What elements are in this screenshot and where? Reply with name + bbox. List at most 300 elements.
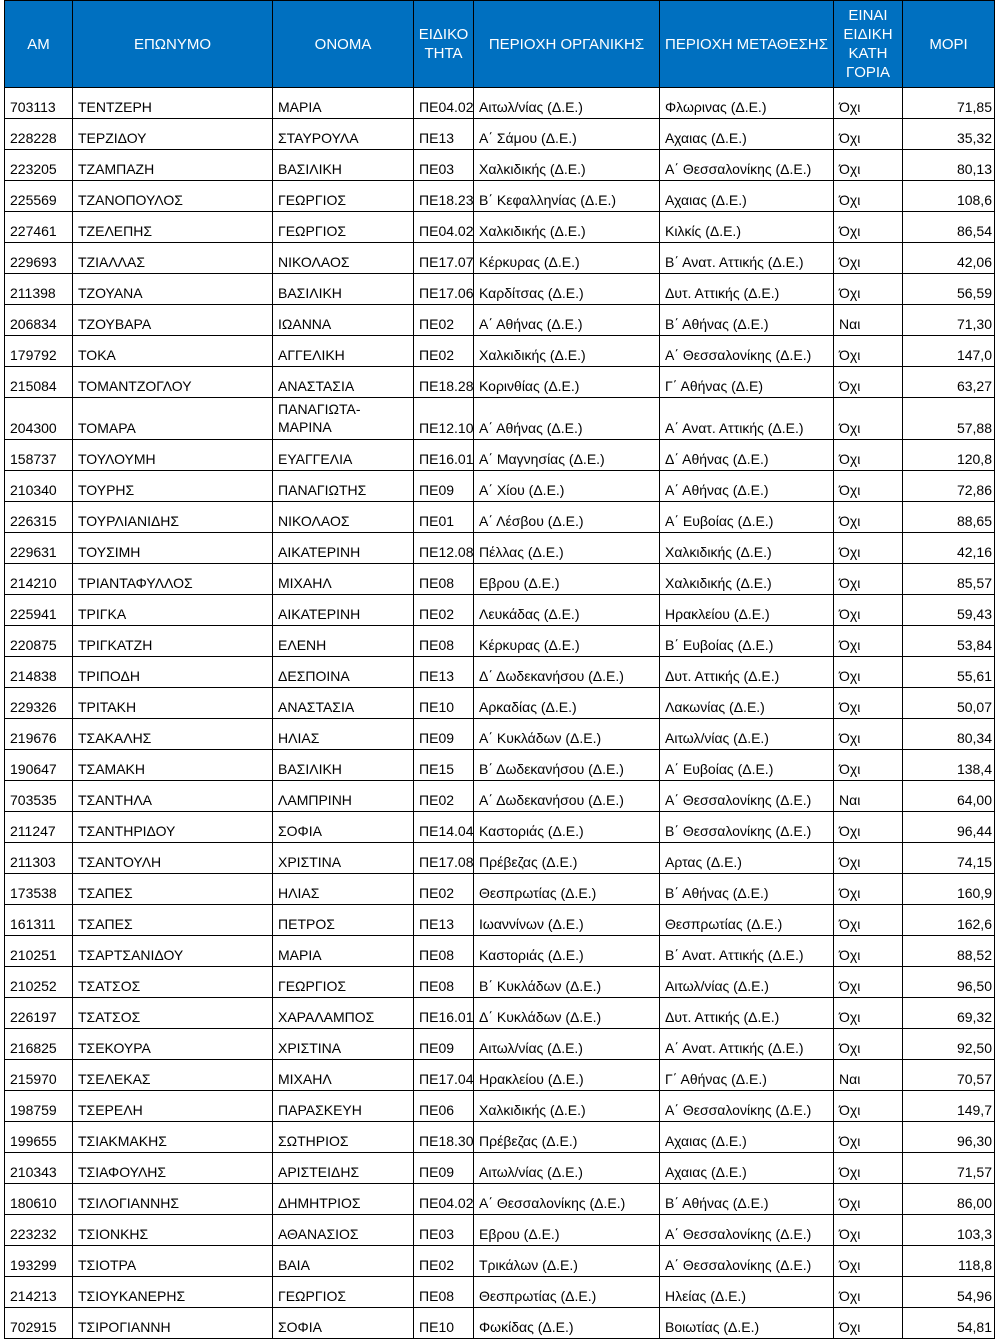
- cell-points: 56,59: [903, 274, 995, 305]
- cell-specialty: ΠΕ17.04: [414, 1060, 474, 1091]
- cell-surname: ΤΣΑΤΣΟΣ: [73, 998, 273, 1029]
- cell-special-category: Όχι: [834, 936, 903, 967]
- table-row: [5, 1246, 995, 1277]
- cell-transfer-region: Α΄ Ανατ. Αττικής (Δ.Ε.): [660, 1029, 834, 1060]
- table-row: [5, 274, 995, 305]
- cell-am: 229326: [5, 688, 73, 719]
- cell-special-category: Όχι: [834, 88, 903, 119]
- cell-surname: ΤΟΚΑ: [73, 336, 273, 367]
- table-row: [5, 843, 995, 874]
- cell-am: 214838: [5, 657, 73, 688]
- cell-points: 42,16: [903, 533, 995, 564]
- cell-specialty: ΠΕ04.02: [414, 1184, 474, 1215]
- cell-specialty: ΠΕ18.28: [414, 367, 474, 398]
- cell-am: 702915: [5, 1308, 73, 1339]
- table-wrapper: [4, 0, 992, 1339]
- cell-organic-region: Θεσπρωτίας (Δ.Ε.): [474, 1277, 660, 1308]
- cell-name: ΠΑΡΑΣΚΕΥΗ: [273, 1091, 414, 1122]
- cell-surname: ΤΖΟΥΒΑΡΑ: [73, 305, 273, 336]
- cell-organic-region: Πρέβεζας (Δ.Ε.): [474, 843, 660, 874]
- cell-organic-region: Αιτωλ/νίας (Δ.Ε.): [474, 1153, 660, 1184]
- cell-name: ΑΓΓΕΛΙΚΗ: [273, 336, 414, 367]
- cell-am: 211247: [5, 812, 73, 843]
- cell-special-category: Όχι: [834, 1215, 903, 1246]
- table-row: [5, 1277, 995, 1308]
- cell-surname: ΤΡΙΤΑΚΗ: [73, 688, 273, 719]
- cell-specialty: ΠΕ01: [414, 502, 474, 533]
- cell-surname: ΤΡΙΓΚΑΤΖΗ: [73, 626, 273, 657]
- cell-specialty: ΠΕ02: [414, 336, 474, 367]
- cell-specialty: ΠΕ09: [414, 1153, 474, 1184]
- cell-special-category: Όχι: [834, 1091, 903, 1122]
- cell-points: 118,8: [903, 1246, 995, 1277]
- cell-name: ΑΝΑΣΤΑΣΙΑ: [273, 688, 414, 719]
- cell-name: ΒΑΣΙΛΙΚΗ: [273, 274, 414, 305]
- cell-am: 223232: [5, 1215, 73, 1246]
- cell-organic-region: Κορινθίας (Δ.Ε.): [474, 367, 660, 398]
- cell-points: 86,54: [903, 212, 995, 243]
- table-row: [5, 657, 995, 688]
- cell-surname: ΤΖΟΥΑΝΑ: [73, 274, 273, 305]
- cell-transfer-region: Α΄ Θεσσαλονίκης (Δ.Ε.): [660, 1246, 834, 1277]
- cell-organic-region: Εβρου (Δ.Ε.): [474, 1215, 660, 1246]
- cell-specialty: ΠΕ16.01: [414, 440, 474, 471]
- cell-special-category: Όχι: [834, 688, 903, 719]
- cell-special-category: Όχι: [834, 626, 903, 657]
- cell-name: ΧΡΙΣΤΙΝΑ: [273, 843, 414, 874]
- cell-name: ΑΘΑΝΑΣΙΟΣ: [273, 1215, 414, 1246]
- cell-points: 71,57: [903, 1153, 995, 1184]
- cell-organic-region: Καρδίτσας (Δ.Ε.): [474, 274, 660, 305]
- cell-surname: ΤΖΕΛΕΠΗΣ: [73, 212, 273, 243]
- cell-specialty: ΠΕ06: [414, 1091, 474, 1122]
- cell-name: ΜΙΧΑΗΛ: [273, 1060, 414, 1091]
- cell-transfer-region: Α΄ Θεσσαλονίκης (Δ.Ε.): [660, 336, 834, 367]
- cell-transfer-region: Β΄ Αθήνας (Δ.Ε.): [660, 874, 834, 905]
- cell-specialty: ΠΕ17.08: [414, 843, 474, 874]
- cell-special-category: Όχι: [834, 905, 903, 936]
- cell-surname: ΤΟΜΑΡΑ: [73, 398, 273, 440]
- header-special-category: ΕΙΝΑΙ ΕΙΔΙΚΗ ΚΑΤΗ ΓΟΡΙΑ: [834, 1, 903, 88]
- header-transfer-region: ΠΕΡΙΟΧΗ ΜΕΤΑΘΕΣΗΣ: [660, 1, 834, 88]
- cell-points: 149,7: [903, 1091, 995, 1122]
- cell-transfer-region: Δ΄ Αθήνας (Δ.Ε.): [660, 440, 834, 471]
- cell-special-category: Όχι: [834, 1308, 903, 1339]
- cell-points: 85,57: [903, 564, 995, 595]
- table-row: [5, 440, 995, 471]
- cell-organic-region: Λευκάδας (Δ.Ε.): [474, 595, 660, 626]
- cell-organic-region: Χαλκιδικής (Δ.Ε.): [474, 150, 660, 181]
- cell-transfer-region: Θεσπρωτίας (Δ.Ε.): [660, 905, 834, 936]
- cell-surname: ΤΣΑΤΣΟΣ: [73, 967, 273, 998]
- cell-points: 54,96: [903, 1277, 995, 1308]
- cell-am: 204300: [5, 398, 73, 440]
- cell-name: ΔΗΜΗΤΡΙΟΣ: [273, 1184, 414, 1215]
- cell-organic-region: Κέρκυρας (Δ.Ε.): [474, 243, 660, 274]
- cell-special-category: Ναι: [834, 781, 903, 812]
- cell-am: 216825: [5, 1029, 73, 1060]
- cell-transfer-region: Α΄ Ευβοίας (Δ.Ε.): [660, 502, 834, 533]
- cell-am: 228228: [5, 119, 73, 150]
- table-row: [5, 398, 995, 440]
- table-row: [5, 750, 995, 781]
- cell-points: 54,81: [903, 1308, 995, 1339]
- transfers-table: [4, 0, 995, 1339]
- cell-points: 96,50: [903, 967, 995, 998]
- cell-surname: ΤΣΙΡΟΓΙΑΝΝΗ: [73, 1308, 273, 1339]
- cell-name: ΧΑΡΑΛΑΜΠΟΣ: [273, 998, 414, 1029]
- cell-specialty: ΠΕ13: [414, 657, 474, 688]
- cell-am: 193299: [5, 1246, 73, 1277]
- cell-organic-region: Καστοριάς (Δ.Ε.): [474, 936, 660, 967]
- cell-surname: ΤΣΑΚΑΛΗΣ: [73, 719, 273, 750]
- table-row: [5, 688, 995, 719]
- cell-organic-region: Ιωαννίνων (Δ.Ε.): [474, 905, 660, 936]
- cell-am: 226315: [5, 502, 73, 533]
- cell-special-category: Όχι: [834, 967, 903, 998]
- cell-transfer-region: Φλωρινας (Δ.Ε.): [660, 88, 834, 119]
- cell-special-category: Όχι: [834, 564, 903, 595]
- cell-special-category: Όχι: [834, 367, 903, 398]
- cell-organic-region: Αρκαδίας (Δ.Ε.): [474, 688, 660, 719]
- cell-surname: ΤΖΑΝΟΠΟΥΛΟΣ: [73, 181, 273, 212]
- header-row: [5, 1, 995, 88]
- cell-surname: ΤΣΑΠΕΣ: [73, 905, 273, 936]
- cell-am: 223205: [5, 150, 73, 181]
- cell-name: ΑΝΑΣΤΑΣΙΑ: [273, 367, 414, 398]
- cell-special-category: Όχι: [834, 1184, 903, 1215]
- cell-name: ΕΛΕΝΗ: [273, 626, 414, 657]
- cell-specialty: ΠΕ03: [414, 150, 474, 181]
- header-name: ΟΝΟΜΑ: [273, 1, 414, 88]
- cell-am: 220875: [5, 626, 73, 657]
- cell-transfer-region: Α΄ Θεσσαλονίκης (Δ.Ε.): [660, 1215, 834, 1246]
- cell-points: 53,84: [903, 626, 995, 657]
- cell-am: 227461: [5, 212, 73, 243]
- cell-surname: ΤΟΥΛΟΥΜΗ: [73, 440, 273, 471]
- cell-am: 214213: [5, 1277, 73, 1308]
- cell-special-category: Όχι: [834, 398, 903, 440]
- cell-transfer-region: Δυτ. Αττικής (Δ.Ε.): [660, 998, 834, 1029]
- cell-am: 179792: [5, 336, 73, 367]
- cell-surname: ΤΕΡΖΙΔΟΥ: [73, 119, 273, 150]
- cell-organic-region: Α΄ Θεσσαλονίκης (Δ.Ε.): [474, 1184, 660, 1215]
- cell-organic-region: Α΄ Χίου (Δ.Ε.): [474, 471, 660, 502]
- cell-transfer-region: Αιτωλ/νίας (Δ.Ε.): [660, 719, 834, 750]
- table-row: [5, 1091, 995, 1122]
- table-row: [5, 305, 995, 336]
- table-row: [5, 564, 995, 595]
- cell-organic-region: Α΄ Λέσβου (Δ.Ε.): [474, 502, 660, 533]
- cell-specialty: ΠΕ02: [414, 305, 474, 336]
- table-row: [5, 1122, 995, 1153]
- cell-transfer-region: Γ΄ Αθήνας (Δ.Ε): [660, 367, 834, 398]
- cell-special-category: Όχι: [834, 471, 903, 502]
- cell-am: 161311: [5, 905, 73, 936]
- cell-name: ΑΙΚΑΤΕΡΙΝΗ: [273, 595, 414, 626]
- cell-name: ΒΑΣΙΛΙΚΗ: [273, 150, 414, 181]
- table-row: [5, 212, 995, 243]
- cell-am: 215084: [5, 367, 73, 398]
- cell-am: 703113: [5, 88, 73, 119]
- table-row: [5, 1153, 995, 1184]
- cell-name: ΛΑΜΠΡΙΝΗ: [273, 781, 414, 812]
- cell-organic-region: Α΄ Δωδεκανήσου (Δ.Ε.): [474, 781, 660, 812]
- cell-special-category: Όχι: [834, 657, 903, 688]
- cell-special-category: Όχι: [834, 843, 903, 874]
- cell-special-category: Όχι: [834, 1277, 903, 1308]
- cell-name: ΒΑΣΙΛΙΚΗ: [273, 750, 414, 781]
- cell-specialty: ΠΕ12.10: [414, 398, 474, 440]
- cell-points: 108,6: [903, 181, 995, 212]
- table-row: [5, 967, 995, 998]
- cell-am: 215970: [5, 1060, 73, 1091]
- cell-surname: ΤΣΙΛΟΓΙΑΝΝΗΣ: [73, 1184, 273, 1215]
- cell-points: 160,9: [903, 874, 995, 905]
- cell-am: 225941: [5, 595, 73, 626]
- cell-specialty: ΠΕ14.04: [414, 812, 474, 843]
- cell-organic-region: Φωκίδας (Δ.Ε.): [474, 1308, 660, 1339]
- cell-surname: ΤΣΕΚΟΥΡΑ: [73, 1029, 273, 1060]
- cell-points: 80,34: [903, 719, 995, 750]
- cell-points: 92,50: [903, 1029, 995, 1060]
- cell-specialty: ΠΕ18.30: [414, 1122, 474, 1153]
- cell-transfer-region: Β΄ Αθήνας (Δ.Ε.): [660, 305, 834, 336]
- table-row: [5, 181, 995, 212]
- cell-points: 69,32: [903, 998, 995, 1029]
- cell-specialty: ΠΕ10: [414, 1308, 474, 1339]
- table-row: [5, 471, 995, 502]
- cell-surname: ΤΣΙΑΚΜΑΚΗΣ: [73, 1122, 273, 1153]
- cell-specialty: ΠΕ08: [414, 626, 474, 657]
- cell-surname: ΤΣΙΑΦΟΥΛΗΣ: [73, 1153, 273, 1184]
- table-row: [5, 119, 995, 150]
- cell-points: 147,0: [903, 336, 995, 367]
- cell-organic-region: Β΄ Κυκλάδων (Δ.Ε.): [474, 967, 660, 998]
- cell-points: 74,15: [903, 843, 995, 874]
- cell-transfer-region: Α΄ Ευβοίας (Δ.Ε.): [660, 750, 834, 781]
- cell-special-category: Ναι: [834, 1060, 903, 1091]
- cell-surname: ΤΟΥΡΗΣ: [73, 471, 273, 502]
- table-row: [5, 336, 995, 367]
- cell-organic-region: Α΄ Μαγνησίας (Δ.Ε.): [474, 440, 660, 471]
- cell-surname: ΤΡΙΑΝΤΑΦΥΛΛΟΣ: [73, 564, 273, 595]
- cell-organic-region: Χαλκιδικής (Δ.Ε.): [474, 1091, 660, 1122]
- cell-surname: ΤΣΑΝΤΟΥΛΗ: [73, 843, 273, 874]
- table-body: [5, 88, 995, 1339]
- cell-points: 70,57: [903, 1060, 995, 1091]
- cell-surname: ΤΟΜΑΝΤΖΟΓΛΟΥ: [73, 367, 273, 398]
- cell-points: 162,6: [903, 905, 995, 936]
- cell-transfer-region: Δυτ. Αττικής (Δ.Ε.): [660, 657, 834, 688]
- cell-am: 206834: [5, 305, 73, 336]
- cell-organic-region: Θεσπρωτίας (Δ.Ε.): [474, 874, 660, 905]
- cell-special-category: Όχι: [834, 1246, 903, 1277]
- cell-specialty: ΠΕ12.08: [414, 533, 474, 564]
- cell-transfer-region: Δυτ. Αττικής (Δ.Ε.): [660, 274, 834, 305]
- cell-name: ΕΥΑΓΓΕΛΙΑ: [273, 440, 414, 471]
- cell-transfer-region: Γ΄ Αθήνας (Δ.Ε.): [660, 1060, 834, 1091]
- cell-organic-region: Καστοριάς (Δ.Ε.): [474, 812, 660, 843]
- cell-organic-region: Α΄ Αθήνας (Δ.Ε.): [474, 305, 660, 336]
- cell-transfer-region: Ηρακλείου (Δ.Ε.): [660, 595, 834, 626]
- cell-special-category: Όχι: [834, 595, 903, 626]
- cell-surname: ΤΣΑΜΑΚΗ: [73, 750, 273, 781]
- table-row: [5, 1215, 995, 1246]
- cell-specialty: ΠΕ09: [414, 1029, 474, 1060]
- cell-transfer-region: Αιτωλ/νίας (Δ.Ε.): [660, 967, 834, 998]
- cell-name: ΣΟΦΙΑ: [273, 812, 414, 843]
- cell-name: ΓΕΩΡΓΙΟΣ: [273, 181, 414, 212]
- cell-name: ΓΕΩΡΓΙΟΣ: [273, 967, 414, 998]
- cell-name: ΣΟΦΙΑ: [273, 1308, 414, 1339]
- cell-points: 64,00: [903, 781, 995, 812]
- cell-specialty: ΠΕ08: [414, 1277, 474, 1308]
- table-row: [5, 595, 995, 626]
- cell-specialty: ΠΕ04.02: [414, 88, 474, 119]
- cell-am: 173538: [5, 874, 73, 905]
- cell-organic-region: Αιτωλ/νίας (Δ.Ε.): [474, 88, 660, 119]
- cell-organic-region: Ηρακλείου (Δ.Ε.): [474, 1060, 660, 1091]
- cell-am: 225569: [5, 181, 73, 212]
- cell-transfer-region: Α΄ Θεσσαλονίκης (Δ.Ε.): [660, 150, 834, 181]
- cell-specialty: ΠΕ04.02: [414, 212, 474, 243]
- cell-transfer-region: Β΄ Θεσσαλονίκης (Δ.Ε.): [660, 812, 834, 843]
- cell-surname: ΤΣΑΝΤΗΛΑ: [73, 781, 273, 812]
- table-row: [5, 1184, 995, 1215]
- table-row: [5, 781, 995, 812]
- cell-points: 88,52: [903, 936, 995, 967]
- cell-organic-region: Δ΄ Δωδεκανήσου (Δ.Ε.): [474, 657, 660, 688]
- cell-surname: ΤΕΝΤΖΕΡΗ: [73, 88, 273, 119]
- cell-specialty: ΠΕ08: [414, 564, 474, 595]
- cell-special-category: Όχι: [834, 812, 903, 843]
- cell-organic-region: Β΄ Κεφαλληνίας (Δ.Ε.): [474, 181, 660, 212]
- cell-surname: ΤΡΙΓΚΑ: [73, 595, 273, 626]
- cell-name: ΜΑΡΙΑ: [273, 936, 414, 967]
- table-row: [5, 936, 995, 967]
- cell-am: 226197: [5, 998, 73, 1029]
- cell-organic-region: Χαλκιδικής (Δ.Ε.): [474, 212, 660, 243]
- cell-special-category: Όχι: [834, 336, 903, 367]
- cell-transfer-region: Β΄ Ανατ. Αττικής (Δ.Ε.): [660, 936, 834, 967]
- cell-transfer-region: Β΄ Ευβοίας (Δ.Ε.): [660, 626, 834, 657]
- cell-points: 42,06: [903, 243, 995, 274]
- cell-name: ΣΤΑΥΡΟΥΛΑ: [273, 119, 414, 150]
- cell-special-category: Όχι: [834, 874, 903, 905]
- cell-special-category: Όχι: [834, 533, 903, 564]
- cell-transfer-region: Λακωνίας (Δ.Ε.): [660, 688, 834, 719]
- table-row: [5, 243, 995, 274]
- cell-special-category: Όχι: [834, 119, 903, 150]
- cell-am: 214210: [5, 564, 73, 595]
- cell-transfer-region: Αχαιας (Δ.Ε.): [660, 119, 834, 150]
- cell-transfer-region: Βοιωτίας (Δ.Ε.): [660, 1308, 834, 1339]
- cell-special-category: Όχι: [834, 212, 903, 243]
- cell-am: 180610: [5, 1184, 73, 1215]
- cell-points: 71,30: [903, 305, 995, 336]
- header-am: ΑΜ: [5, 1, 73, 88]
- cell-special-category: Ναι: [834, 305, 903, 336]
- cell-special-category: Όχι: [834, 1153, 903, 1184]
- cell-name: ΒΑΙΑ: [273, 1246, 414, 1277]
- cell-specialty: ΠΕ02: [414, 874, 474, 905]
- cell-organic-region: Πέλλας (Δ.Ε.): [474, 533, 660, 564]
- cell-transfer-region: Αρτας (Δ.Ε.): [660, 843, 834, 874]
- cell-points: 103,3: [903, 1215, 995, 1246]
- table-row: [5, 150, 995, 181]
- cell-transfer-region: Α΄ Θεσσαλονίκης (Δ.Ε.): [660, 781, 834, 812]
- cell-surname: ΤΡΙΠΟΔΗ: [73, 657, 273, 688]
- cell-transfer-region: Χαλκιδικής (Δ.Ε.): [660, 533, 834, 564]
- cell-transfer-region: Αχαιας (Δ.Ε.): [660, 1153, 834, 1184]
- cell-specialty: ΠΕ02: [414, 781, 474, 812]
- cell-surname: ΤΣΑΠΕΣ: [73, 874, 273, 905]
- cell-organic-region: Πρέβεζας (Δ.Ε.): [474, 1122, 660, 1153]
- cell-name: ΠΑΝΑΓΙΩΤΑ-ΜΑΡΙΝΑ: [273, 398, 414, 440]
- cell-special-category: Όχι: [834, 274, 903, 305]
- cell-specialty: ΠΕ03: [414, 1215, 474, 1246]
- cell-name: ΓΕΩΡΓΙΟΣ: [273, 212, 414, 243]
- cell-special-category: Όχι: [834, 440, 903, 471]
- cell-transfer-region: Ηλείας (Δ.Ε.): [660, 1277, 834, 1308]
- cell-am: 199655: [5, 1122, 73, 1153]
- table-row: [5, 1060, 995, 1091]
- cell-points: 96,30: [903, 1122, 995, 1153]
- cell-organic-region: Εβρου (Δ.Ε.): [474, 564, 660, 595]
- cell-name: ΝΙΚΟΛΑΟΣ: [273, 243, 414, 274]
- cell-surname: ΤΣΙΟΝΚΗΣ: [73, 1215, 273, 1246]
- cell-am: 703535: [5, 781, 73, 812]
- cell-am: 219676: [5, 719, 73, 750]
- cell-organic-region: Α΄ Σάμου (Δ.Ε.): [474, 119, 660, 150]
- cell-points: 120,8: [903, 440, 995, 471]
- cell-am: 198759: [5, 1091, 73, 1122]
- cell-surname: ΤΣΙΟΥΚΑΝΕΡΗΣ: [73, 1277, 273, 1308]
- cell-am: 229631: [5, 533, 73, 564]
- cell-surname: ΤΟΥΡΛΙΑΝΙΔΗΣ: [73, 502, 273, 533]
- cell-special-category: Όχι: [834, 1029, 903, 1060]
- cell-organic-region: Κέρκυρας (Δ.Ε.): [474, 626, 660, 657]
- cell-organic-region: Δ΄ Κυκλάδων (Δ.Ε.): [474, 998, 660, 1029]
- cell-name: ΔΕΣΠΟΙΝΑ: [273, 657, 414, 688]
- cell-name: ΗΛΙΑΣ: [273, 719, 414, 750]
- cell-surname: ΤΣΕΛΕΚΑΣ: [73, 1060, 273, 1091]
- cell-transfer-region: Β΄ Ανατ. Αττικής (Δ.Ε.): [660, 243, 834, 274]
- cell-organic-region: Τρικάλων (Δ.Ε.): [474, 1246, 660, 1277]
- cell-name: ΠΕΤΡΟΣ: [273, 905, 414, 936]
- cell-am: 210340: [5, 471, 73, 502]
- cell-am: 211398: [5, 274, 73, 305]
- table-row: [5, 367, 995, 398]
- cell-surname: ΤΣΑΝΤΗΡΙΔΟΥ: [73, 812, 273, 843]
- cell-points: 96,44: [903, 812, 995, 843]
- cell-name: ΣΩΤΗΡΙΟΣ: [273, 1122, 414, 1153]
- cell-name: ΧΡΙΣΤΙΝΑ: [273, 1029, 414, 1060]
- cell-special-category: Όχι: [834, 719, 903, 750]
- cell-special-category: Όχι: [834, 998, 903, 1029]
- cell-points: 35,32: [903, 119, 995, 150]
- cell-am: 210252: [5, 967, 73, 998]
- cell-transfer-region: Α΄ Αθήνας (Δ.Ε.): [660, 471, 834, 502]
- cell-organic-region: Α΄ Αθήνας (Δ.Ε.): [474, 398, 660, 440]
- cell-am: 229693: [5, 243, 73, 274]
- header-points: ΜΟΡΙ: [903, 1, 995, 88]
- cell-points: 138,4: [903, 750, 995, 781]
- table-row: [5, 1029, 995, 1060]
- cell-points: 63,27: [903, 367, 995, 398]
- cell-surname: ΤΣΙΟΤΡΑ: [73, 1246, 273, 1277]
